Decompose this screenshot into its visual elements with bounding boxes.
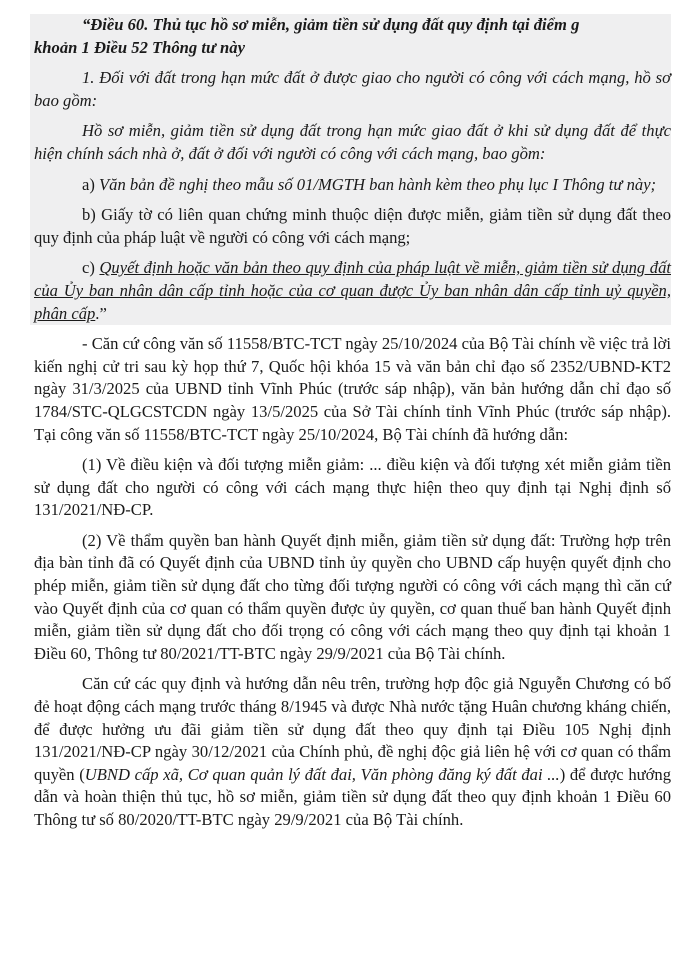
item-c-end: .” bbox=[95, 303, 107, 323]
conclusion-text-b: ) để được hướng dẫn và hoàn thiện thủ tục, hồ sơ miễn, giảm tiền sử dụng đất theo quy định khoản 1 Điều 60 Thông tư số 80/2020/TT-BTC ngày 29/9/2021 của Bộ Tài chính. bbox=[34, 764, 671, 829]
quoted-article bbox=[30, 14, 671, 325]
guidance-point-1: (1) Về điều kiện và đối tượng miễn giảm: ... điều kiện và đối tượng xét miễn giảm tiền sử dụng đất cho người có công với cách mạng thực hiện theo quy định tại Nghị định số 131/2021/NĐ-CP. bbox=[34, 455, 671, 520]
item-a bbox=[34, 174, 671, 197]
item-c bbox=[34, 257, 671, 325]
dossier-intro: Hồ sơ miễn, giảm tiền sử dụng đất trong hạn mức giao đất ở khi sử dụng đất để thực hiện chính sách nhà ở, đất ở đối với người có công với cách mạng, bao gồm: bbox=[34, 121, 671, 163]
clause-1: 1. Đối với đất trong hạn mức đất ở được giao cho người có công với cách mạng, hồ sơ bao gồm: bbox=[34, 68, 671, 110]
item-b: b) Giấy tờ có liên quan chứng minh thuộc diện được miễn, giảm tiền sử dụng đất theo quy định của pháp luật về người có công với cách mạng; bbox=[34, 205, 671, 247]
article-title-line1: “Điều 60. Thủ tục hồ sơ miễn, giảm tiền sử dụng đất quy định tại điểm g bbox=[82, 15, 580, 34]
item-c-text: Quyết định hoặc văn bản theo quy định của pháp luật về miễn, giảm tiền sử dụng đất của Ủy ban nhân dân cấp tỉnh hoặc của cơ quan được Ủy ban nhân dân cấp tỉnh uỷ quyền, phân cấp bbox=[34, 258, 671, 323]
item-a-label: a) bbox=[82, 174, 100, 194]
article-title bbox=[34, 14, 671, 59]
conclusion-agencies: UBND cấp xã, Cơ quan quản lý đất đai, Văn phòng đăng ký đất đai ... bbox=[84, 764, 560, 784]
item-a-text: Văn bản đề nghị theo mẫu số 01/MGTH ban hành kèm theo phụ lục I Thông tư này; bbox=[99, 174, 657, 194]
conclusion-text-a: Căn cứ các quy định và hướng dẫn nêu trên, trường hợp độc giả Nguyễn Chương có bố đẻ hoạt động cách mạng trước tháng 8/1945 và được Nhà nước tặng Huân chương kháng chiến, để được hưởng ưu đãi giảm tiền sử dụng đất theo quy định tại Điều 105 Nghị định 131/2021/NĐ-CP ngày 30/12/2021 của Chính phủ, đề nghị độc giả liên hệ với cơ quan có thẩm quyền ( bbox=[34, 674, 671, 784]
guidance-point-2: (2) Về thẩm quyền ban hành Quyết định miễn, giảm tiền sử dụng đất: Trường hợp trên địa bàn tỉnh đã có Quyết định của UBND tỉnh ủy quyền cho UBND cấp huyện quyết định cho phép miễn, giảm tiền sử dụng đất cho từng đối tượng người có công với cách mạng thì căn cứ vào Quyết định của cơ quan có thẩm quyền được ủy quyền, cơ quan thuế ban hành Quyết định miễn, giảm tiền sử dụng đất cho đối trọng có công với cách mạng theo quy định tại khoản 1 Điều 60, Thông tư 80/2021/TT-BTC ngày 29/9/2021 của Bộ Tài chính. bbox=[34, 530, 671, 663]
article-title-line2: khoản 1 Điều 52 Thông tư này bbox=[34, 37, 245, 57]
legal-basis-paragraph: - Căn cứ công văn số 11558/BTC-TCT ngày 25/10/2024 của Bộ Tài chính về việc trả lời kiến nghị cử tri sau kỳ họp thứ 7, Quốc hội khóa 15 và văn bản chỉ đạo số 2352/UBND-KT2 ngày 31/3/2025 của UBND tỉnh Vĩnh Phúc (trước sáp nhập), văn bản hướng dẫn chỉ đạo số 1784/STC-QLGCSTCDN ngày 13/5/2025 của Sở Tài chính tỉnh Vĩnh Phúc (trước sáp nhập). Tại công văn số 11558/BTC-TCT ngày 25/10/2024, Bộ Tài chính đã hướng dẫn: bbox=[34, 334, 671, 444]
item-c-label: c) bbox=[82, 258, 100, 278]
conclusion-paragraph bbox=[34, 673, 671, 831]
